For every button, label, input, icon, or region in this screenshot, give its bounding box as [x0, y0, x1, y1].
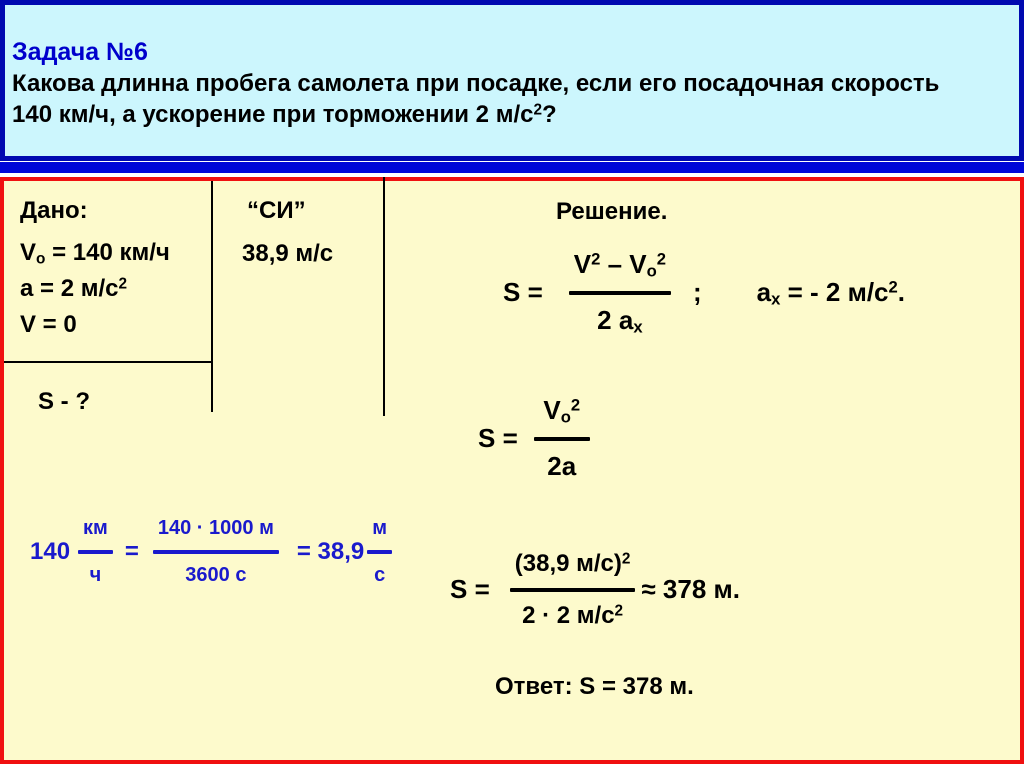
si-column-label: “СИ”: [247, 197, 306, 224]
fraction-bar: [78, 550, 113, 554]
fraction-bar: [153, 550, 279, 554]
fraction-numerator: $V^2 - V_о^2$: [573, 249, 666, 281]
fraction-bar: [534, 437, 590, 441]
equals-sign: =: [124, 538, 139, 565]
answer-text: Ответ: S = 378 м.: [495, 673, 694, 700]
fraction-numerator: км: [83, 517, 108, 539]
formula-separator: ;: [693, 277, 702, 308]
fraction-denominator: ч: [89, 564, 102, 586]
given-underline: [4, 361, 212, 363]
unit-conversion: [30, 517, 392, 587]
fraction: [78, 517, 113, 587]
fraction-bar: [367, 550, 392, 554]
si-solution-divider-line: [383, 177, 385, 416]
given-final-speed: V = 0: [20, 311, 77, 338]
fraction: [367, 517, 392, 587]
fraction: [534, 396, 590, 482]
fraction-denominator: 2a: [547, 450, 577, 481]
fraction-denominator: с: [374, 564, 386, 586]
fraction: [510, 550, 636, 629]
fraction-bar: [510, 588, 636, 592]
problem-title: Задача №6: [12, 38, 148, 66]
divider-bar: [0, 162, 1024, 173]
fraction: [153, 517, 279, 587]
conversion-result: = 38,9: [296, 538, 365, 565]
fraction-numerator: м: [372, 517, 388, 539]
conversion-value: 140: [30, 538, 71, 565]
given-label: Дано:: [20, 197, 88, 224]
acceleration-note: $a_x$ = - 2 $м/с^2$.: [756, 277, 905, 310]
si-converted-value: 38,9 м/с: [242, 240, 334, 267]
formula-lhs: S =: [478, 423, 518, 454]
formula-result: ≈ 378 м.: [641, 574, 740, 605]
fraction-denominator: 2 · 2 $м/с^2$: [522, 601, 624, 629]
given-si-divider-line: [211, 181, 213, 412]
formula-displacement-general: [503, 250, 905, 336]
fraction: [569, 250, 671, 336]
given-acceleration: а = 2 $м/с^2$: [20, 275, 128, 302]
problem-text-line2: 140 км/ч, а ускорение при торможении 2 $м/с^2$?: [12, 101, 557, 128]
fraction-numerator: $V_о^2$: [543, 395, 581, 427]
problem-text-line1: Какова длинна пробега самолета при посадке, если его посадочная скорость: [12, 70, 940, 97]
fraction-denominator: 3600 с: [185, 564, 247, 586]
formula-numeric-substitution: [450, 550, 740, 629]
fraction-bar: [569, 291, 671, 295]
fraction-numerator: 140 · 1000 м: [157, 517, 274, 539]
formula-displacement-simplified: [478, 396, 590, 482]
formula-lhs: S =: [450, 574, 490, 605]
fraction-numerator: (38,9 м/с)$^2$: [514, 550, 631, 577]
formula-lhs: S =: [503, 277, 543, 308]
fraction-denominator: 2 $a_x$: [597, 304, 643, 337]
given-initial-speed: $V_о = 140$ км/ч: [20, 239, 170, 268]
given-question: S - ?: [38, 388, 90, 415]
solution-heading: Решение.: [556, 198, 668, 225]
